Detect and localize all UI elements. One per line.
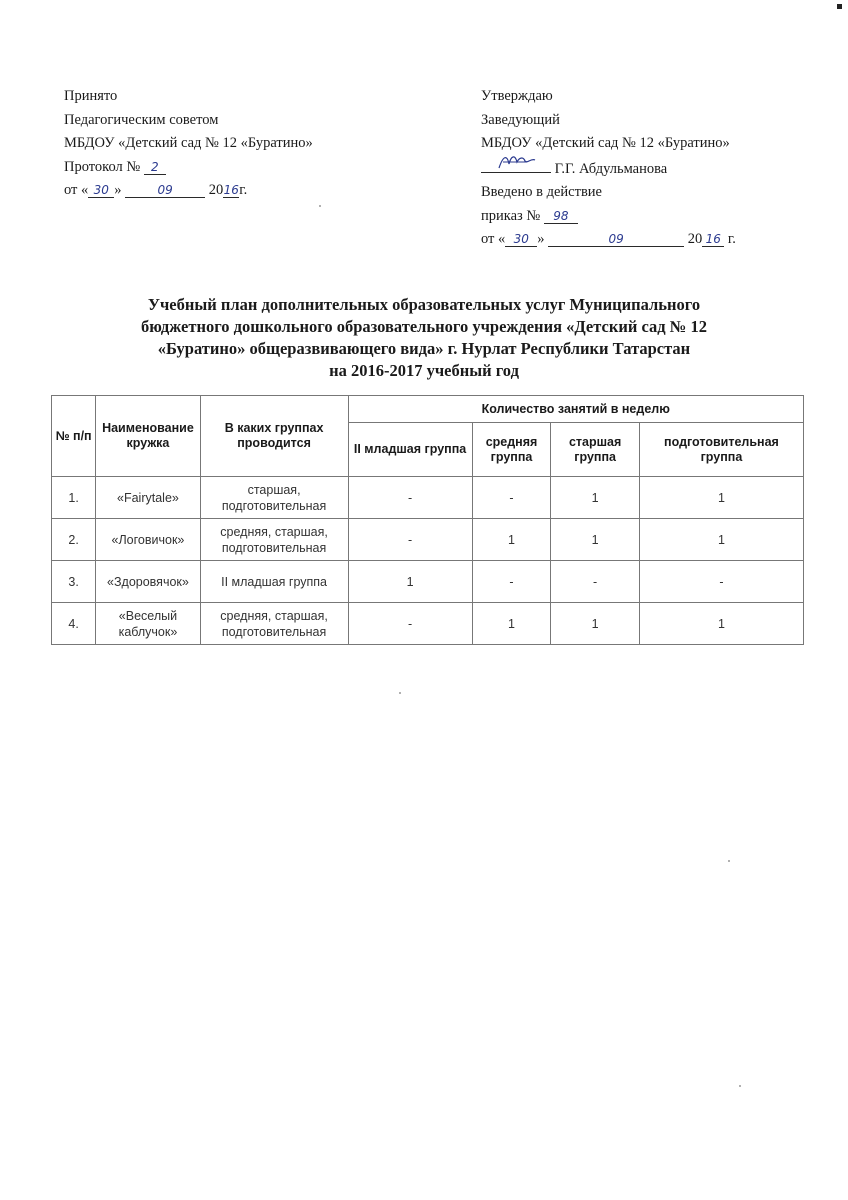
col-header-middle-group: средняя группа bbox=[472, 423, 551, 477]
cell-groups: II младшая группа bbox=[200, 561, 348, 603]
scan-speck bbox=[319, 205, 321, 207]
cell-senior-count: - bbox=[551, 561, 640, 603]
cell-club-name: «Логовичок» bbox=[96, 519, 200, 561]
cell-senior-count: 1 bbox=[551, 519, 640, 561]
cell-junior-count: 1 bbox=[348, 561, 472, 603]
scan-corner-mark bbox=[837, 4, 842, 9]
handwritten-signature bbox=[481, 156, 551, 173]
scan-speck bbox=[728, 860, 730, 862]
scan-speck bbox=[399, 692, 401, 694]
year-prefix: 20 bbox=[208, 182, 224, 198]
col-header-club-name: Наименование кружка bbox=[96, 396, 200, 477]
year-suffix: г. bbox=[239, 182, 248, 198]
signature-line bbox=[481, 156, 736, 182]
cell-number: 2. bbox=[52, 519, 96, 561]
order-date-line bbox=[481, 228, 736, 252]
approve-label: Утверждаю bbox=[481, 88, 553, 104]
protocol-date-line bbox=[64, 179, 313, 203]
cell-groups: средняя, старшая, подготовительная bbox=[200, 603, 348, 645]
date-close-quote: » bbox=[114, 182, 122, 198]
year-suffix: г. bbox=[727, 231, 736, 247]
header-row-top bbox=[52, 396, 804, 423]
col-header-junior-group: II младшая группа bbox=[348, 423, 472, 477]
cell-club-name: «Fairytale» bbox=[96, 477, 200, 519]
institution-label: МБДОУ «Детский сад № 12 «Буратино» bbox=[481, 135, 730, 151]
order-line bbox=[481, 205, 736, 229]
table-row bbox=[52, 561, 804, 603]
col-header-number: № п/п bbox=[52, 396, 96, 477]
date-open-quote: от « bbox=[481, 231, 506, 247]
scan-speck bbox=[739, 1085, 741, 1087]
cell-middle-count: - bbox=[472, 561, 551, 603]
cell-junior-count: - bbox=[348, 477, 472, 519]
cell-number: 1. bbox=[52, 477, 96, 519]
date-day-handwritten: 30 bbox=[505, 232, 537, 247]
title-line-1: Учебный план дополнительных образовательных услуг Муниципального bbox=[147, 295, 701, 314]
accepted-label: Принято bbox=[64, 88, 118, 104]
curriculum-table bbox=[51, 395, 804, 645]
cell-preparatory-count: 1 bbox=[639, 603, 803, 645]
table-row bbox=[52, 519, 804, 561]
title-line-2: бюджетного дошкольного образовательного учреждения «Детский сад № 12 bbox=[141, 317, 707, 336]
col-header-groups: В каких группах проводится bbox=[200, 396, 348, 477]
date-day-handwritten: 30 bbox=[88, 183, 114, 198]
year-prefix: 20 bbox=[687, 231, 703, 247]
cell-middle-count: 1 bbox=[472, 603, 551, 645]
cell-preparatory-count: 1 bbox=[639, 519, 803, 561]
cell-junior-count: - bbox=[348, 603, 472, 645]
cell-groups: старшая, подготовительная bbox=[200, 477, 348, 519]
council-label: Педагогическим советом bbox=[64, 111, 219, 128]
approval-block-pedagogical-council bbox=[64, 85, 313, 203]
year-handwritten: 16 bbox=[223, 183, 239, 197]
table-row bbox=[52, 603, 804, 645]
head-title-label: Заведующий bbox=[481, 111, 560, 128]
date-open-quote: от « bbox=[64, 182, 89, 198]
cell-number: 4. bbox=[52, 603, 96, 645]
cell-junior-count: - bbox=[348, 519, 472, 561]
cell-middle-count: - bbox=[472, 477, 551, 519]
col-header-senior-group: старшая группа bbox=[551, 423, 640, 477]
head-name: Г.Г. Абдульманова bbox=[554, 160, 668, 177]
year-handwritten: 16 bbox=[702, 232, 724, 247]
cell-groups: средняя, старшая, подготовительная bbox=[200, 519, 348, 561]
document-title bbox=[40, 294, 808, 382]
table-row bbox=[52, 477, 804, 519]
protocol-number-handwritten: 2 bbox=[144, 160, 166, 175]
cell-preparatory-count: 1 bbox=[639, 477, 803, 519]
cell-senior-count: 1 bbox=[551, 603, 640, 645]
title-line-3: «Буратино» общеразвивающего вида» г. Нурлат Республики Татарстан bbox=[157, 339, 691, 358]
protocol-label: Протокол № bbox=[64, 158, 141, 175]
cell-preparatory-count: - bbox=[639, 561, 803, 603]
cell-middle-count: 1 bbox=[472, 519, 551, 561]
date-month-handwritten: 09 bbox=[125, 183, 205, 198]
title-line-4: на 2016-2017 учебный год bbox=[329, 361, 519, 380]
institution-label: МБДОУ «Детский сад № 12 «Буратино» bbox=[64, 135, 313, 151]
cell-senior-count: 1 bbox=[551, 477, 640, 519]
approval-block-head bbox=[481, 85, 736, 252]
protocol-line bbox=[64, 156, 313, 180]
col-header-weekly-count: Количество занятий в неделю bbox=[348, 396, 804, 423]
date-month-handwritten: 09 bbox=[548, 232, 684, 247]
cell-club-name: «Здоровячок» bbox=[96, 561, 200, 603]
cell-club-name: «Веселый каблучок» bbox=[96, 603, 200, 645]
enacted-label: Введено в действие bbox=[481, 184, 602, 200]
cell-number: 3. bbox=[52, 561, 96, 603]
order-label: приказ № bbox=[481, 207, 541, 224]
date-close-quote: » bbox=[537, 231, 545, 247]
order-number-handwritten: 98 bbox=[544, 209, 578, 224]
col-header-preparatory-group: подготовительная группа bbox=[639, 423, 803, 477]
